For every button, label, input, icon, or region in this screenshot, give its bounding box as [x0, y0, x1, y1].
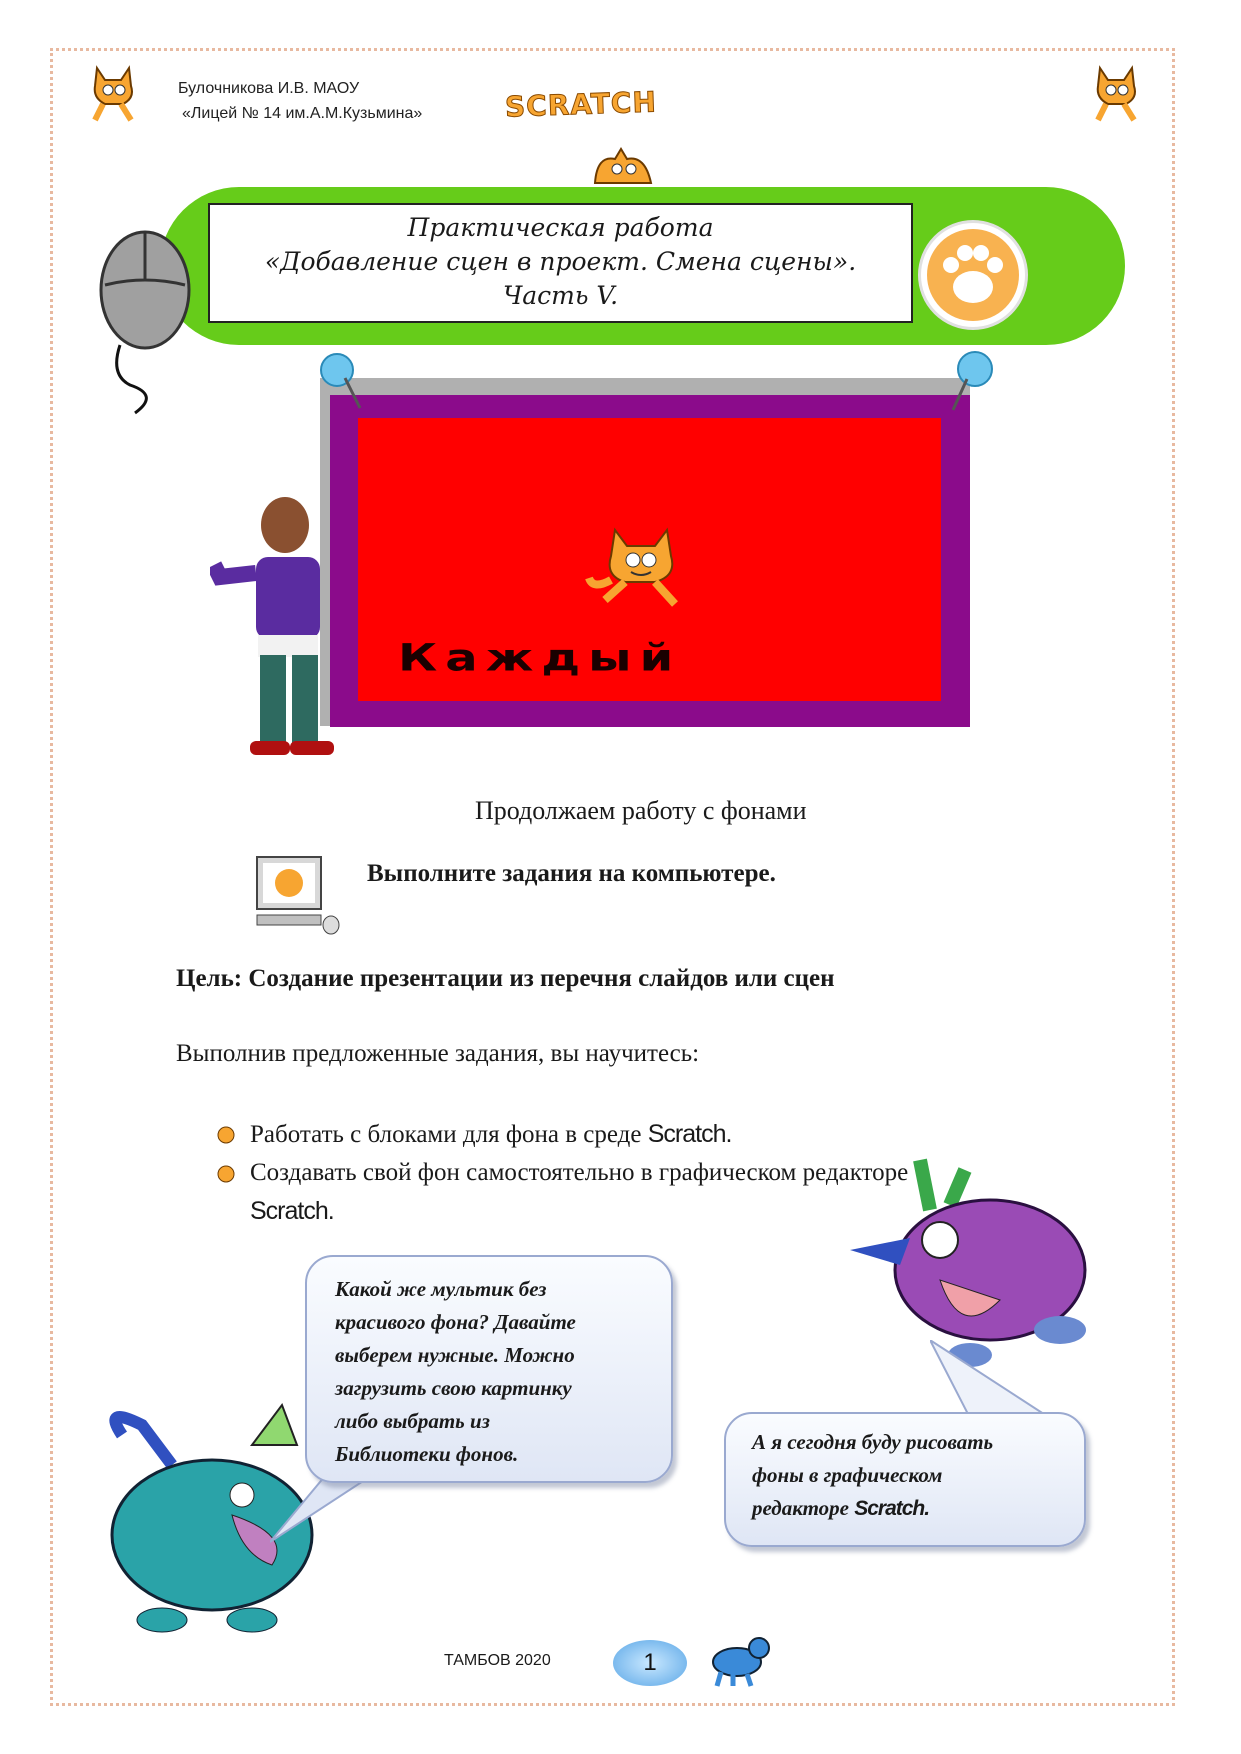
speech-tail: [930, 1340, 1070, 1420]
board-word: Каждый: [398, 636, 682, 680]
computer-cat-icon: [255, 855, 343, 935]
skills-list: [215, 1115, 930, 1231]
school-line: «Лицей № 14 им.А.М.Кузьмина»: [182, 105, 423, 122]
scratch-word: Scratch.: [250, 1197, 334, 1225]
paw-icon: [921, 223, 1025, 327]
list-item: [215, 1154, 930, 1231]
author-line: Булочникова И.В. МАОУ: [178, 80, 360, 97]
speech-bubble-left: [305, 1255, 673, 1483]
bubble-line: либо выбрать из: [335, 1409, 490, 1433]
bubble-line: выберем нужные. Можно: [335, 1343, 575, 1367]
bubble-text: редакторе: [752, 1496, 855, 1520]
author-info: [178, 76, 422, 126]
cat-bullet-icon: [215, 1163, 237, 1183]
title-line: Часть V.: [502, 281, 619, 310]
scratch-cat-icon: [85, 62, 143, 124]
pushpin-icon: [935, 345, 1005, 420]
blue-dog-icon: [705, 1632, 775, 1687]
bubble-line: [752, 1492, 1066, 1525]
peeking-cat-icon: [585, 145, 665, 185]
scratch-word: Scratch.: [647, 1120, 732, 1148]
bubble-line: Какой же мультик без: [335, 1277, 547, 1301]
task-instruction: Выполните задания на компьютере.: [367, 860, 776, 887]
intro-text: Выполнив предложенные задания, вы научитесь:: [176, 1040, 700, 1067]
bubble-line: А я сегодня буду рисовать: [752, 1430, 994, 1454]
footer-city-year: ТАМБОВ 2020: [444, 1652, 551, 1669]
bubble-line: фоны в графическом: [752, 1463, 943, 1487]
scratch-logo: SCRATCH: [504, 85, 658, 124]
pushpin-icon: [315, 348, 375, 418]
title-box: [208, 203, 913, 323]
scratch-cat-icon: [1088, 62, 1146, 124]
bubble-line: загрузить свою картинку: [335, 1376, 572, 1400]
goal-heading: Цель: Создание презентации из перечня слайдов или сцен: [176, 965, 835, 992]
scratch-word: Scratch.: [854, 1497, 930, 1520]
bubble-line: красивого фона? Давайте: [335, 1310, 576, 1334]
list-item: [215, 1115, 930, 1154]
boy-presenter-illustration: [210, 495, 345, 765]
paw-badge: [918, 220, 1028, 330]
page-number: 1: [613, 1640, 687, 1686]
title-line: «Добавление сцен в проект. Смена сцены».: [264, 247, 857, 276]
computer-mouse-icon: [90, 225, 200, 415]
list-item-text: Создавать свой фон самостоятельно в графическом редакторе: [250, 1159, 909, 1186]
cat-bullet-icon: [215, 1124, 237, 1144]
scratch-cat-sprite: [585, 520, 710, 610]
list-item-text: Работать с блоками для фона в среде: [250, 1121, 648, 1148]
speech-bubble-right: [724, 1412, 1086, 1547]
subtitle: Продолжаем работу с фонами: [475, 796, 807, 825]
title-line: Практическая работа: [407, 213, 714, 242]
bubble-line: Библиотеки фонов.: [335, 1442, 519, 1466]
